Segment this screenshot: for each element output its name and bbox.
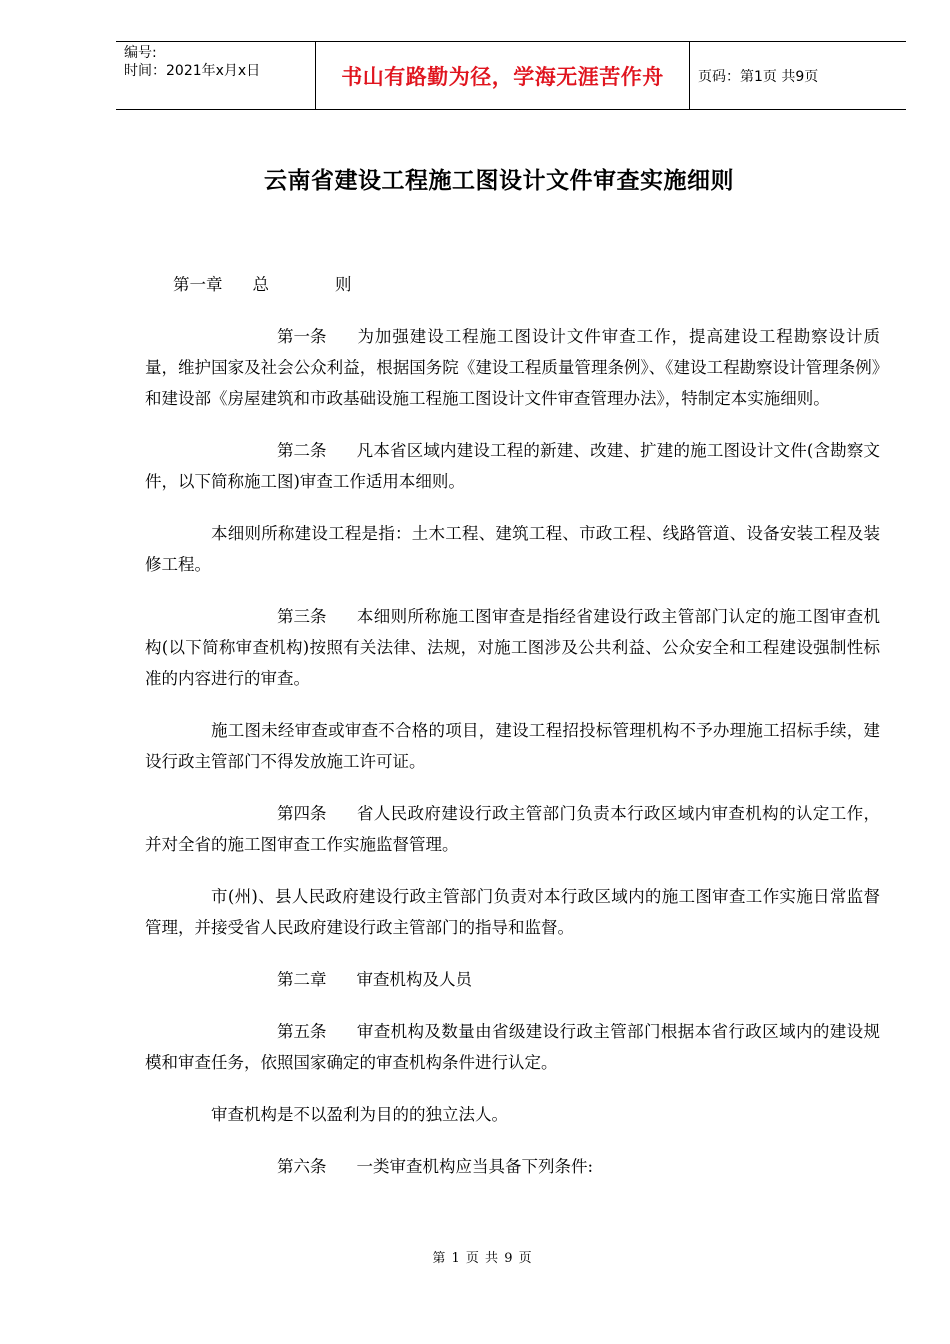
paragraph-text: 一类审查机构应当具备下列条件:: [356, 1157, 594, 1176]
document-title: 云南省建设工程施工图设计文件审查实施细则: [264, 168, 734, 194]
article-number: 第一条: [277, 327, 327, 346]
paragraph-text: 省人民政府建设行政主管部门负责本行政区域内审查机构的认定工作，并对全省的施工图审查工作实施监督管理。: [145, 804, 880, 854]
paragraph: [145, 518, 880, 580]
paragraph-text: 本细则所称施工图审查是指经省建设行政主管部门认定的施工图审查机构(以下简称审查机构)按照有关法律、法规，对施工图涉及公共利益、公众安全和工程建设强制性标准的内容进行的审查。: [145, 607, 880, 688]
paragraph-text: 施工图未经审查或审查不合格的项目，建设工程招投标管理机构不予办理施工招标手续，建设行政主管部门不得发放施工许可证。: [145, 721, 880, 771]
header-motto-cell: [316, 42, 690, 109]
paragraph: [145, 321, 880, 414]
paragraph-text: 凡本省区域内建设工程的新建、改建、扩建的施工图设计文件(含勘察文件，以下简称施工图)审查工作适用本细则。: [145, 441, 880, 491]
article-number: 第三条: [277, 607, 327, 626]
page-header: [116, 41, 906, 110]
document-time-label: 时间：2021年x月x日: [124, 63, 261, 79]
paragraph: [145, 1099, 880, 1130]
document-number-label: 编号:: [124, 45, 157, 61]
article-number: 第二章: [277, 970, 327, 989]
paragraph-text: 为加强建设工程施工图设计文件审查工作，提高建设工程勘察设计质量，维护国家及社会公众利益，根据国务院《建设工程质量管理条例》、《建设工程勘察设计管理条例》和建设部《房屋建筑和市政基础设施工程施工图设计文件审查管理办法》，特制定本实施细则。: [145, 327, 880, 408]
article-number: 第二条: [277, 441, 327, 460]
page-footer: 第 1 页 共 9 页: [432, 1251, 532, 1266]
chapter-title-char-2: 则: [335, 275, 352, 294]
paragraph-text: 审查机构及人员: [356, 970, 472, 989]
chapter-heading: [145, 269, 880, 300]
paragraph: [145, 1016, 880, 1078]
article-number: 第四条: [277, 804, 327, 823]
paragraph: [145, 1151, 880, 1182]
document-body: [145, 269, 880, 1203]
paragraph-text: 本细则所称建设工程是指：土木工程、建筑工程、市政工程、线路管道、设备安装工程及装修工程。: [145, 524, 880, 574]
paragraph-list: [145, 321, 880, 1182]
paragraph-text: 审查机构是不以盈利为目的的独立法人。: [211, 1105, 508, 1124]
paragraph-text: 市(州)、县人民政府建设行政主管部门负责对本行政区域内的施工图审查工作实施日常监督管理，并接受省人民政府建设行政主管部门的指导和监督。: [145, 887, 880, 937]
paragraph: [145, 435, 880, 497]
header-page-cell: [690, 42, 906, 109]
chapter-number: 第一章: [173, 275, 223, 294]
motto-text: 书山有路勤为径，学海无涯苦作舟: [341, 64, 664, 89]
header-meta-cell: [116, 42, 316, 109]
header-page-info: 页码：第1页 共9页: [698, 68, 819, 85]
paragraph: [145, 715, 880, 777]
paragraph: [145, 798, 880, 860]
paragraph: [145, 881, 880, 943]
chapter-title-char-1: 总: [252, 275, 269, 294]
paragraph: [145, 601, 880, 694]
paragraph: [145, 964, 880, 995]
paragraph-text: 审查机构及数量由省级建设行政主管部门根据本省行政区域内的建设规模和审查任务，依照国家确定的审查机构条件进行认定。: [145, 1022, 880, 1072]
article-number: 第五条: [277, 1022, 327, 1041]
article-number: 第六条: [277, 1157, 327, 1176]
